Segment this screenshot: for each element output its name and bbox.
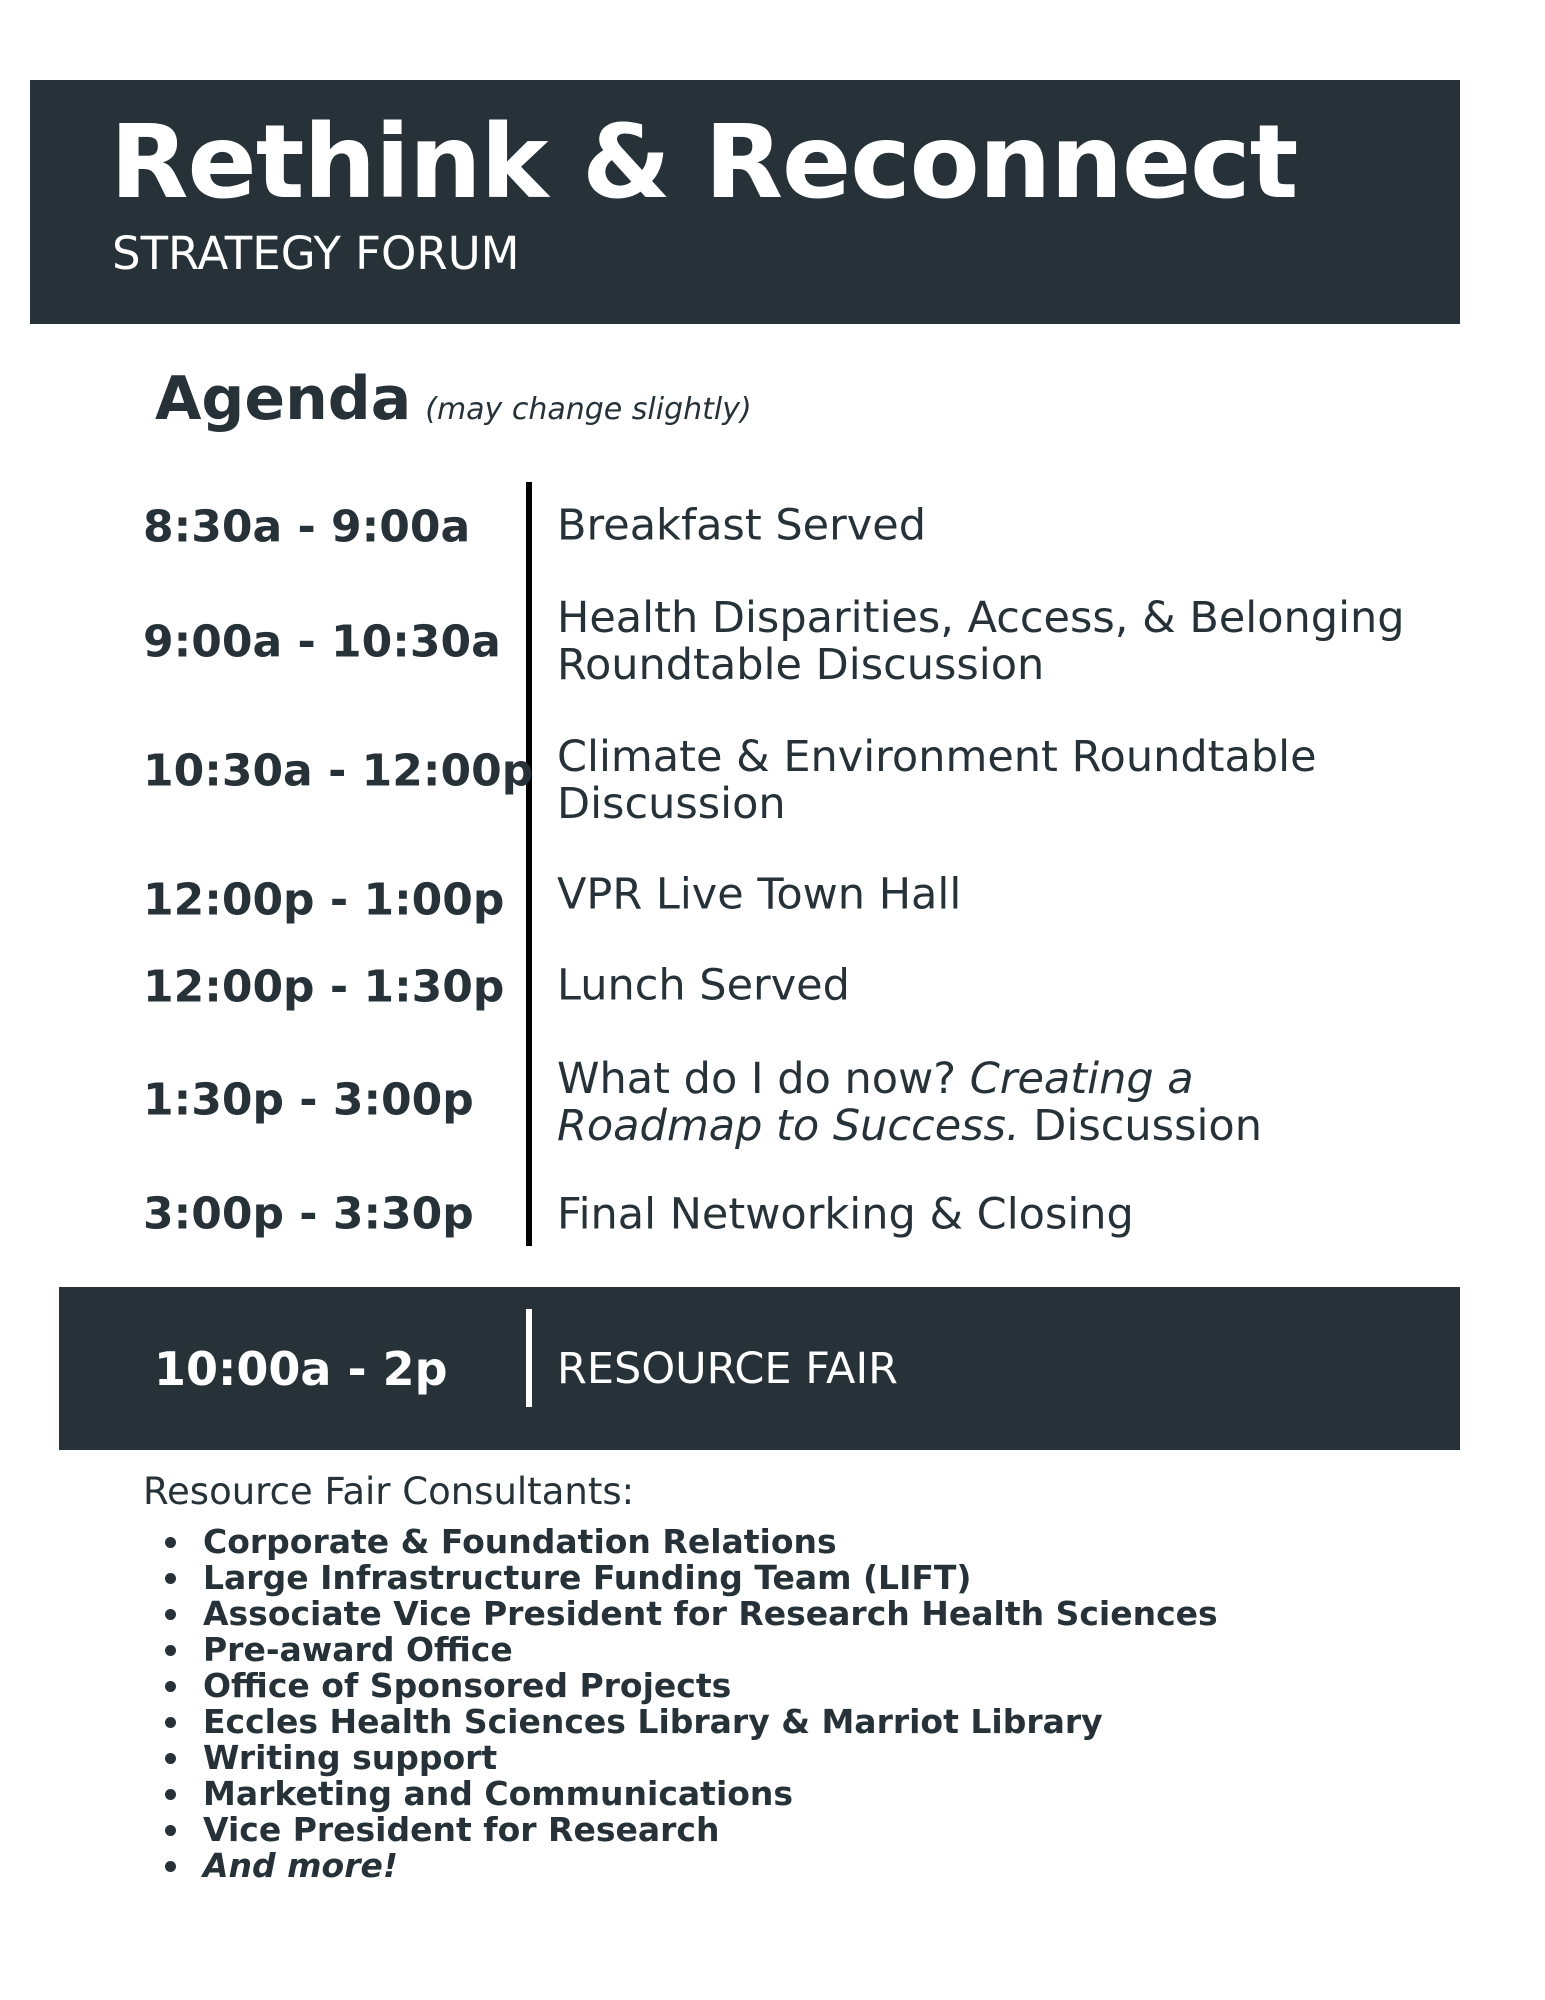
list-item xyxy=(143,1740,1218,1776)
list-item-label: And more! xyxy=(203,1846,398,1885)
list-item xyxy=(143,1524,1218,1560)
list-item xyxy=(143,1848,1218,1884)
list-item-label: Corporate & Foundation Relations xyxy=(203,1522,837,1561)
page-title: Rethink & Reconnect xyxy=(110,103,1298,222)
agenda-activity xyxy=(557,1056,1457,1150)
bullet-icon xyxy=(165,1681,176,1692)
bullet-icon xyxy=(165,1609,176,1620)
consultants-list xyxy=(143,1524,1218,1884)
agenda-time: 9:00a - 10:30a xyxy=(143,616,501,668)
resource-fair-time: 10:00a - 2p xyxy=(154,1341,448,1396)
agenda-activity-line xyxy=(557,1056,1457,1103)
bullet-icon xyxy=(165,1537,176,1548)
list-item xyxy=(143,1812,1218,1848)
resource-fair-label: RESOURCE FAIR xyxy=(557,1343,899,1394)
list-item xyxy=(143,1776,1218,1812)
agenda-activity: VPR Live Town Hall xyxy=(557,869,962,920)
agenda-activity-line: Health Disparities, Access, & Belonging xyxy=(557,593,1405,643)
list-item-label: Pre-award Office xyxy=(203,1630,513,1669)
list-item-label: Large Infrastructure Funding Team (LIFT) xyxy=(203,1558,972,1597)
bullet-icon xyxy=(165,1861,176,1872)
consultants-heading: Resource Fair Consultants: xyxy=(143,1470,635,1513)
list-item xyxy=(143,1704,1218,1740)
agenda-activity: Lunch Served xyxy=(557,960,850,1011)
resource-fair-divider xyxy=(526,1309,532,1407)
header-banner xyxy=(30,80,1460,324)
agenda-activity xyxy=(557,734,1457,828)
agenda-time: 12:00p - 1:30p xyxy=(143,961,505,1013)
agenda-activity: Final Networking & Closing xyxy=(557,1189,1134,1240)
bullet-icon xyxy=(165,1717,176,1728)
agenda-divider xyxy=(526,482,532,1246)
agenda-time: 8:30a - 9:00a xyxy=(143,501,471,553)
agenda-note: (may change slightly) xyxy=(425,392,752,427)
list-item xyxy=(143,1560,1218,1596)
agenda-activity-line: Roundtable Discussion xyxy=(557,640,1045,690)
list-item xyxy=(143,1632,1218,1668)
activity-emphasis: Creating a xyxy=(969,1054,1194,1104)
list-item xyxy=(143,1668,1218,1704)
list-item-label: Office of Sponsored Projects xyxy=(203,1666,732,1705)
agenda-time: 12:00p - 1:00p xyxy=(143,874,505,926)
list-item-label: Vice President for Research xyxy=(203,1810,720,1849)
bullet-icon xyxy=(165,1753,176,1764)
agenda-time: 1:30p - 3:00p xyxy=(143,1074,474,1126)
list-item-label: Eccles Health Sciences Library & Marriot Library xyxy=(203,1702,1103,1741)
agenda-activity xyxy=(557,595,1457,689)
activity-text: Discussion xyxy=(1019,1101,1262,1151)
bullet-icon xyxy=(165,1645,176,1656)
agenda-time: 10:30a - 12:00p xyxy=(143,745,534,797)
bullet-icon xyxy=(165,1573,176,1584)
activity-emphasis: Roadmap to Success. xyxy=(557,1101,1020,1151)
agenda-activity: Breakfast Served xyxy=(557,500,926,551)
list-item-label: Marketing and Communications xyxy=(203,1774,794,1813)
bullet-icon xyxy=(165,1825,176,1836)
bullet-icon xyxy=(165,1789,176,1800)
list-item xyxy=(143,1596,1218,1632)
agenda-activity-line: Discussion xyxy=(557,779,786,829)
list-item-label: Associate Vice President for Research Health Sciences xyxy=(203,1594,1218,1633)
page-subtitle: STRATEGY FORUM xyxy=(112,227,520,280)
agenda-activity-line xyxy=(557,1103,1457,1150)
resource-fair-banner xyxy=(59,1287,1460,1450)
agenda-heading xyxy=(155,364,752,434)
agenda-activity-line: Climate & Environment Roundtable xyxy=(557,732,1317,782)
list-item-label: Writing support xyxy=(203,1738,498,1777)
activity-text: What do I do now? xyxy=(557,1054,970,1104)
agenda-title: Agenda xyxy=(155,364,412,434)
agenda-time: 3:00p - 3:30p xyxy=(143,1188,474,1240)
